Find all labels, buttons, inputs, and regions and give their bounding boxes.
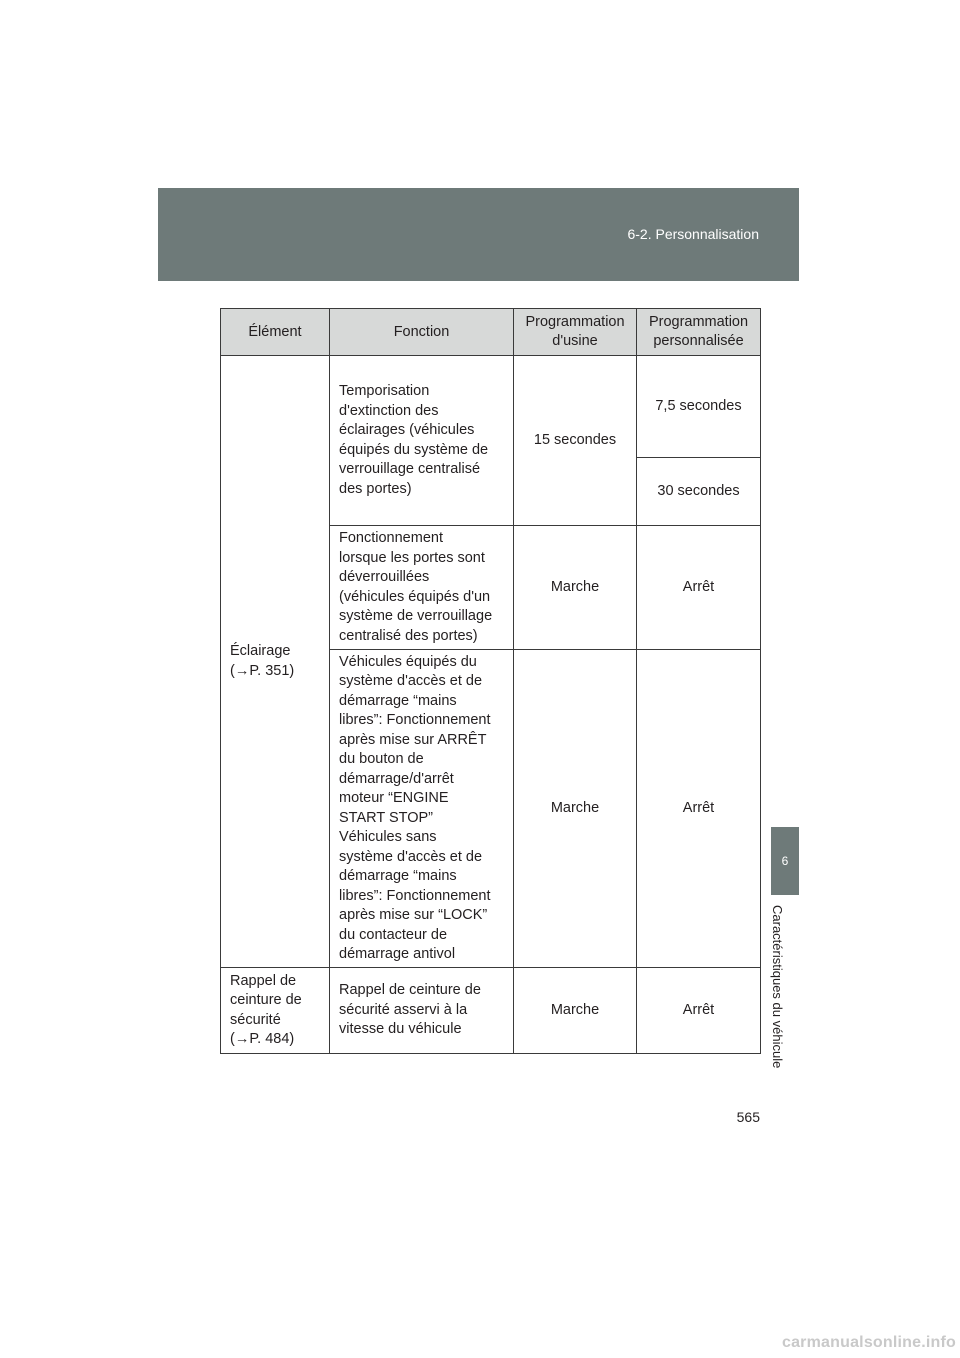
element-lighting: Éclairage (→P. 351) [221,356,330,968]
factory-cell: Marche [514,650,637,968]
custom-cell: Arrêt [637,650,761,968]
custom-cell: 7,5 secondes [637,356,761,458]
section-title: 6-2. Personnalisation [627,226,759,242]
header-factory-setting: Programmation d'usine [514,309,637,356]
header-custom-setting: Programmation personnalisée [637,309,761,356]
footer-watermark: carmanualsonline.info [781,1334,956,1351]
chapter-number: 6 [781,854,789,868]
factory-cell: Marche [514,968,637,1054]
element-seatbelt-reminder: Rappel de ceinture de sécurité (→P. 484) [221,968,330,1054]
custom-cell: 30 secondes [637,458,761,526]
factory-cell: 15 secondes [514,356,637,526]
function-cell: Fonctionnement lorsque les portes sont déverrouillées (véhicules équipés d'un système de verrouillage centralisé des portes) [330,526,514,650]
chapter-tab[interactable] [771,827,799,895]
function-cell: Temporisation d'extinction des éclairages (véhicules équipés du système de verrouillage centralisé des portes) [330,356,514,526]
custom-cell: Arrêt [637,968,761,1054]
page-number: 565 [736,1109,760,1125]
table-header-row [221,309,761,356]
customization-table [220,308,761,1054]
header-element: Élément [221,309,330,356]
function-cell: Véhicules équipés du système d'accès et de démarrage “mains libres”: Fonctionnement après mise sur ARRÊT du bouton de démarrage/d'arrêt moteur “ENGINE START STOP” Véhicules sans système d'accès et de démarrage “mains libres”: Fonctionnement après mise sur “LOCK” du contacteur de démarrage antivol [330,650,514,968]
chapter-title: Caractéristiques du véhicule [770,905,785,1069]
table-row [221,968,761,1054]
section-header-band [158,188,799,281]
header-function: Fonction [330,309,514,356]
custom-cell: Arrêt [637,526,761,650]
function-cell: Rappel de ceinture de sécurité asservi à la vitesse du véhicule [330,968,514,1054]
factory-cell: Marche [514,526,637,650]
table-row [221,356,761,458]
